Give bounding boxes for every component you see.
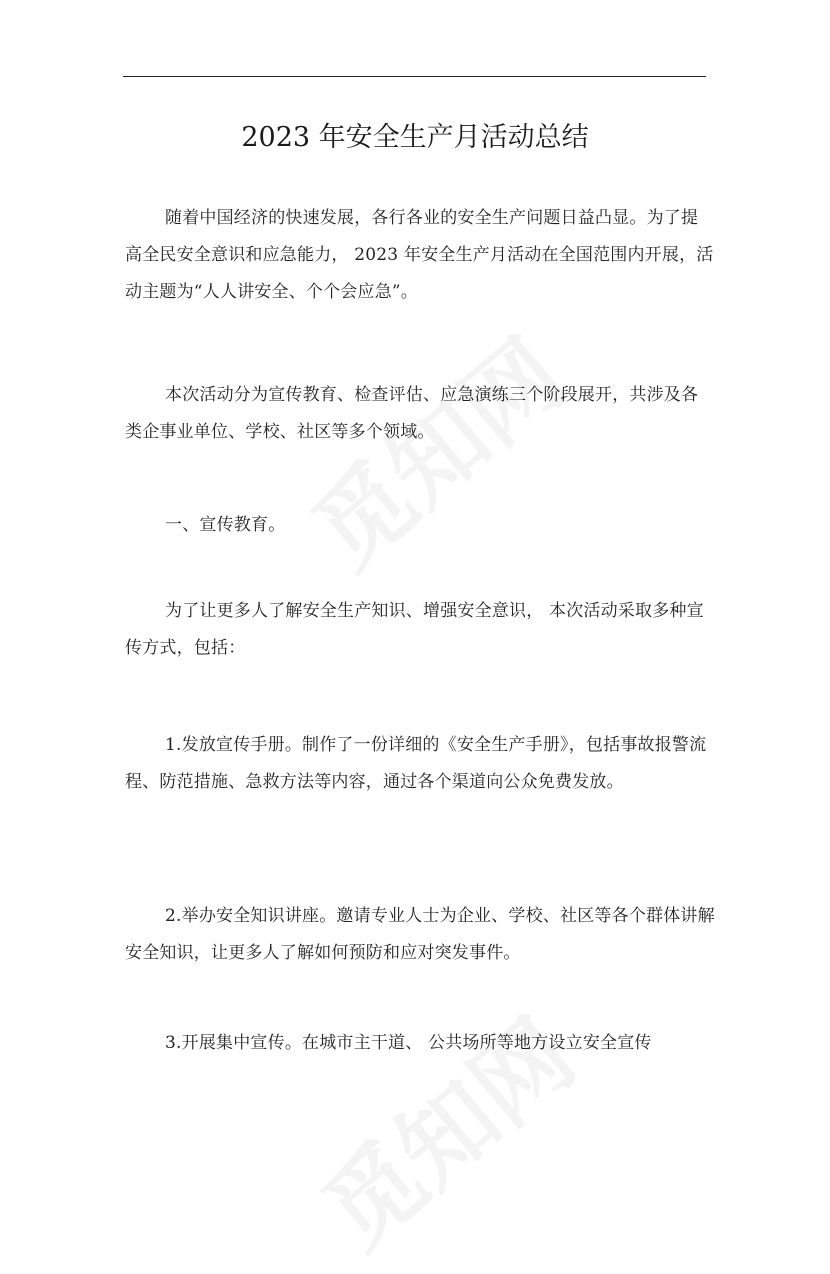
paragraph-overview: 本次活动分为宣传教育、检查评估、应急演练三个阶段展开，共涉及各类企事业单位、学校、社区等多个领域。 [125, 385, 699, 442]
list-item-handbook: 1.发放宣传手册。制作了一份详细的《安全生产手册》，包括事故报警流程、防范措施、急救方法等内容，通过各个渠道向公众免费发放。 [125, 735, 707, 792]
list-item-lectures: 2.举办安全知识讲座。邀请专业人士为企业、学校、社区等各个群体讲解安全知识，让更多人了解如何预防和应对突发事件。 [125, 906, 715, 963]
header-rule [123, 76, 706, 77]
paragraph-intro: 随着中国经济的快速发展，各行各业的安全生产问题日益凸显。为了提高全民安全意识和应急能力， 2023 年安全生产月活动在全国范围内开展，活动主题为“人人讲安全、个个会应急”。 [125, 208, 714, 302]
section-heading-publicity: 一、宣传教育。 [165, 515, 286, 535]
paragraph-publicity-methods: 为了让更多人了解安全生产知识、增强安全意识， 本次活动采取多种宣传方式，包括： [125, 601, 704, 658]
document-title: 2023 年安全生产月活动总结 [241, 122, 589, 153]
list-item-campaign: 3.开展集中宣传。在城市主干道、 公共场所等地方设立安全宣传 [165, 1033, 652, 1053]
